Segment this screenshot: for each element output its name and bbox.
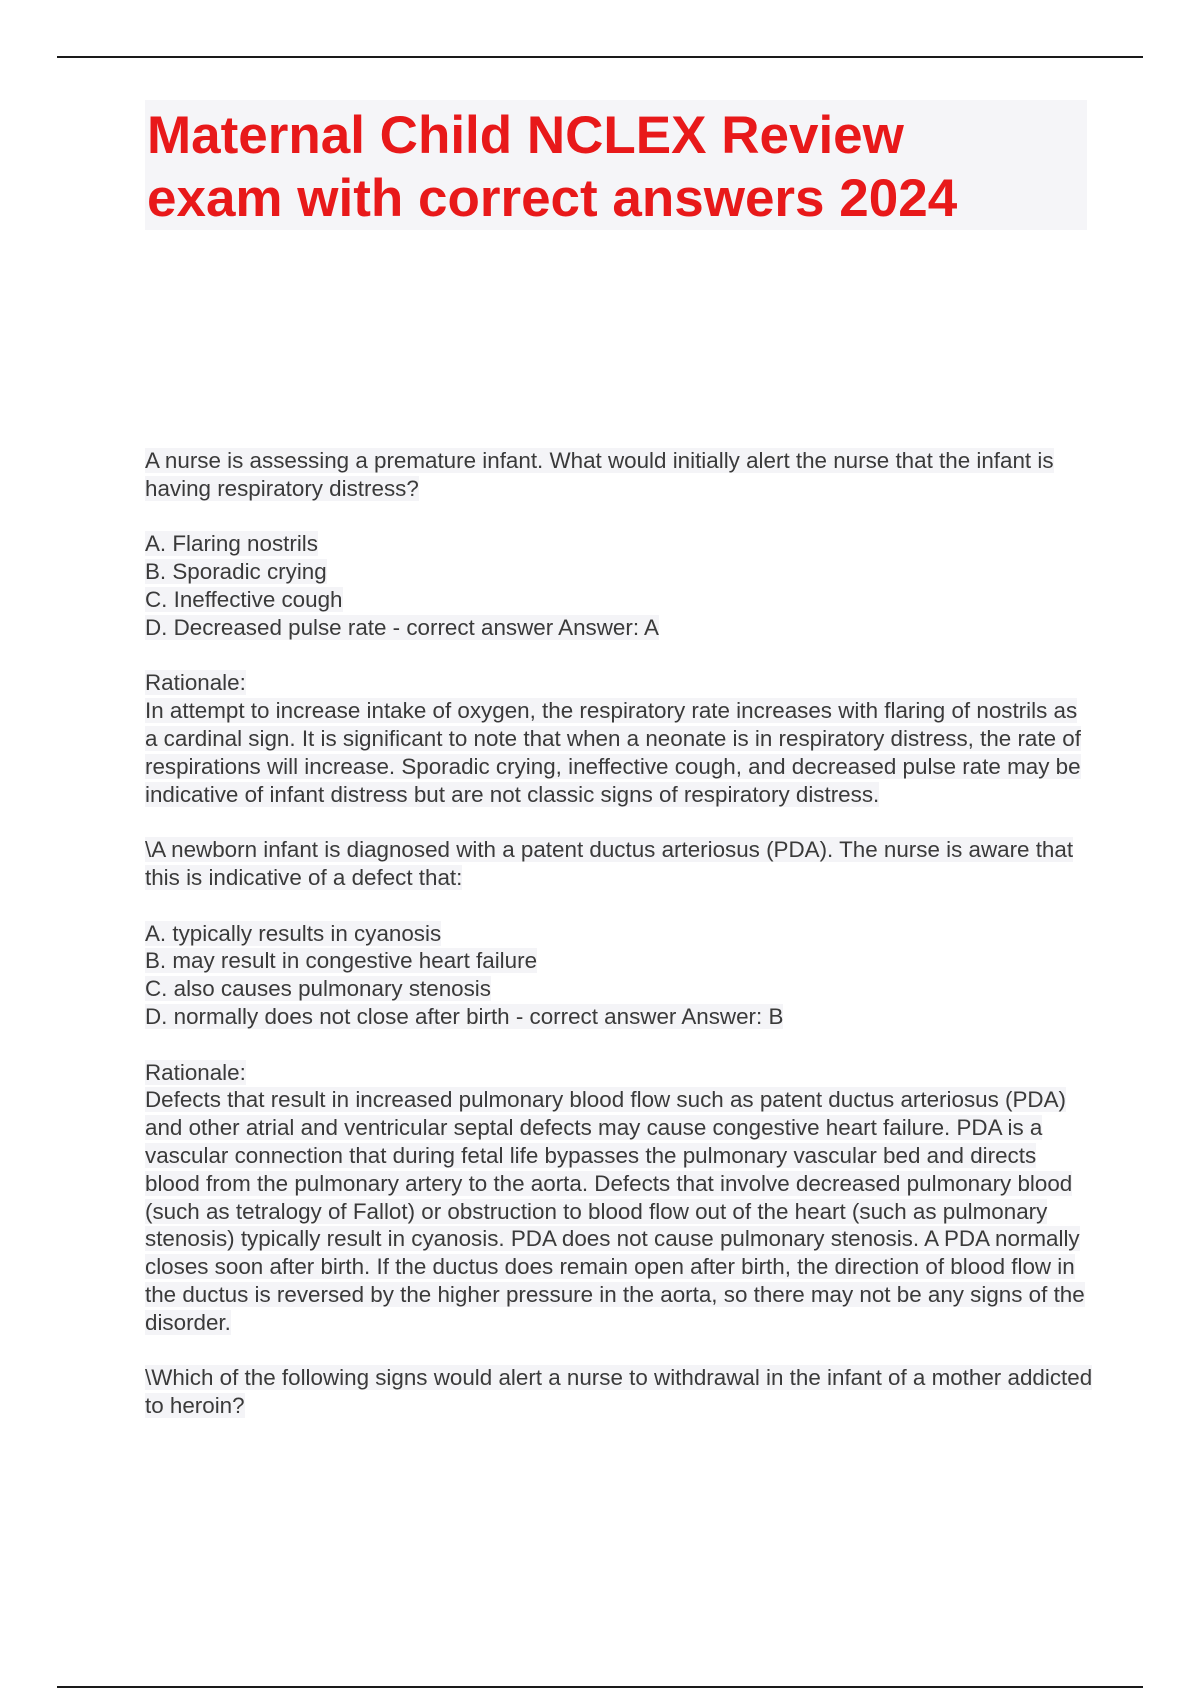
rationale-label: Rationale: [145, 1059, 246, 1085]
question-1-stem: A nurse is assessing a premature infant. What would initially alert the nurse that the infant is having respiratory distress? [145, 448, 1054, 501]
question-1-rationale [145, 669, 1095, 808]
question-2-option-a: A. typically results in cyanosis [145, 920, 442, 946]
document-title [147, 104, 1085, 230]
top-rule [57, 56, 1143, 58]
bottom-rule [57, 1686, 1143, 1688]
document-title-block [145, 100, 1087, 230]
question-1-option-c: C. Ineffective cough [145, 586, 343, 612]
question-2-option-c: C. also causes pulmonary stenosis [145, 976, 491, 1002]
question-1-option-b: B. Sporadic crying [145, 559, 327, 585]
rationale-label: Rationale: [145, 670, 246, 696]
question-2-option-b: B. may result in congestive heart failure [145, 948, 538, 974]
document-body [145, 447, 1095, 1420]
question-1-option-d-answer: D. Decreased pulse rate - correct answer Answer: A [145, 614, 659, 640]
question-1-options [145, 530, 1095, 641]
question-2-rationale [145, 1059, 1095, 1337]
question-2-options [145, 920, 1095, 1031]
title-line-2: exam with correct answers 2024 [147, 169, 958, 228]
question-2-option-d-answer: D. normally does not close after birth - correct answer Answer: B [145, 1003, 784, 1029]
question-2-stem: \A newborn infant is diagnosed with a patent ductus arteriosus (PDA). The nurse is aware that this is indicative of a defect that: [145, 837, 1074, 890]
question-1-option-a: A. Flaring nostrils [145, 531, 318, 557]
question-3-stem: \Which of the following signs would alert a nurse to withdrawal in the infant of a mother addicted to heroin? [145, 1365, 1093, 1419]
rationale-text: Defects that result in increased pulmonary blood flow such as patent ductus arteriosus (PDA) and other atrial and ventricular septal defects may cause congestive heart failure. PDA is a vascular connection that during fetal life bypasses the pulmonary vascular bed and directs blood from the pulmonary artery to the aorta. Defects that involve decreased pulmonary blood (such as tetralogy of Fallot) or obstruction to blood flow out of the heart (such as pulmonary stenosis) typically result in cyanosis. PDA does not cause pulmonary stenosis. A PDA normally closes soon after birth. If the ductus does remain open after birth, the direction of blood flow in the ductus is reversed by the higher pressure in the aorta, so there may not be any signs of the disorder. [145, 1087, 1085, 1335]
title-line-1: Maternal Child NCLEX Review [147, 106, 904, 165]
rationale-text: In attempt to increase intake of oxygen, the respiratory rate increases with flaring of nostrils as a cardinal sign. It is significant to note that when a neonate is in respiratory distress, the rate of respirations will increase. Sporadic crying, ineffective cough, and decreased pulse rate may be indicative of infant distress but are not classic signs of respiratory distress. [145, 698, 1081, 807]
